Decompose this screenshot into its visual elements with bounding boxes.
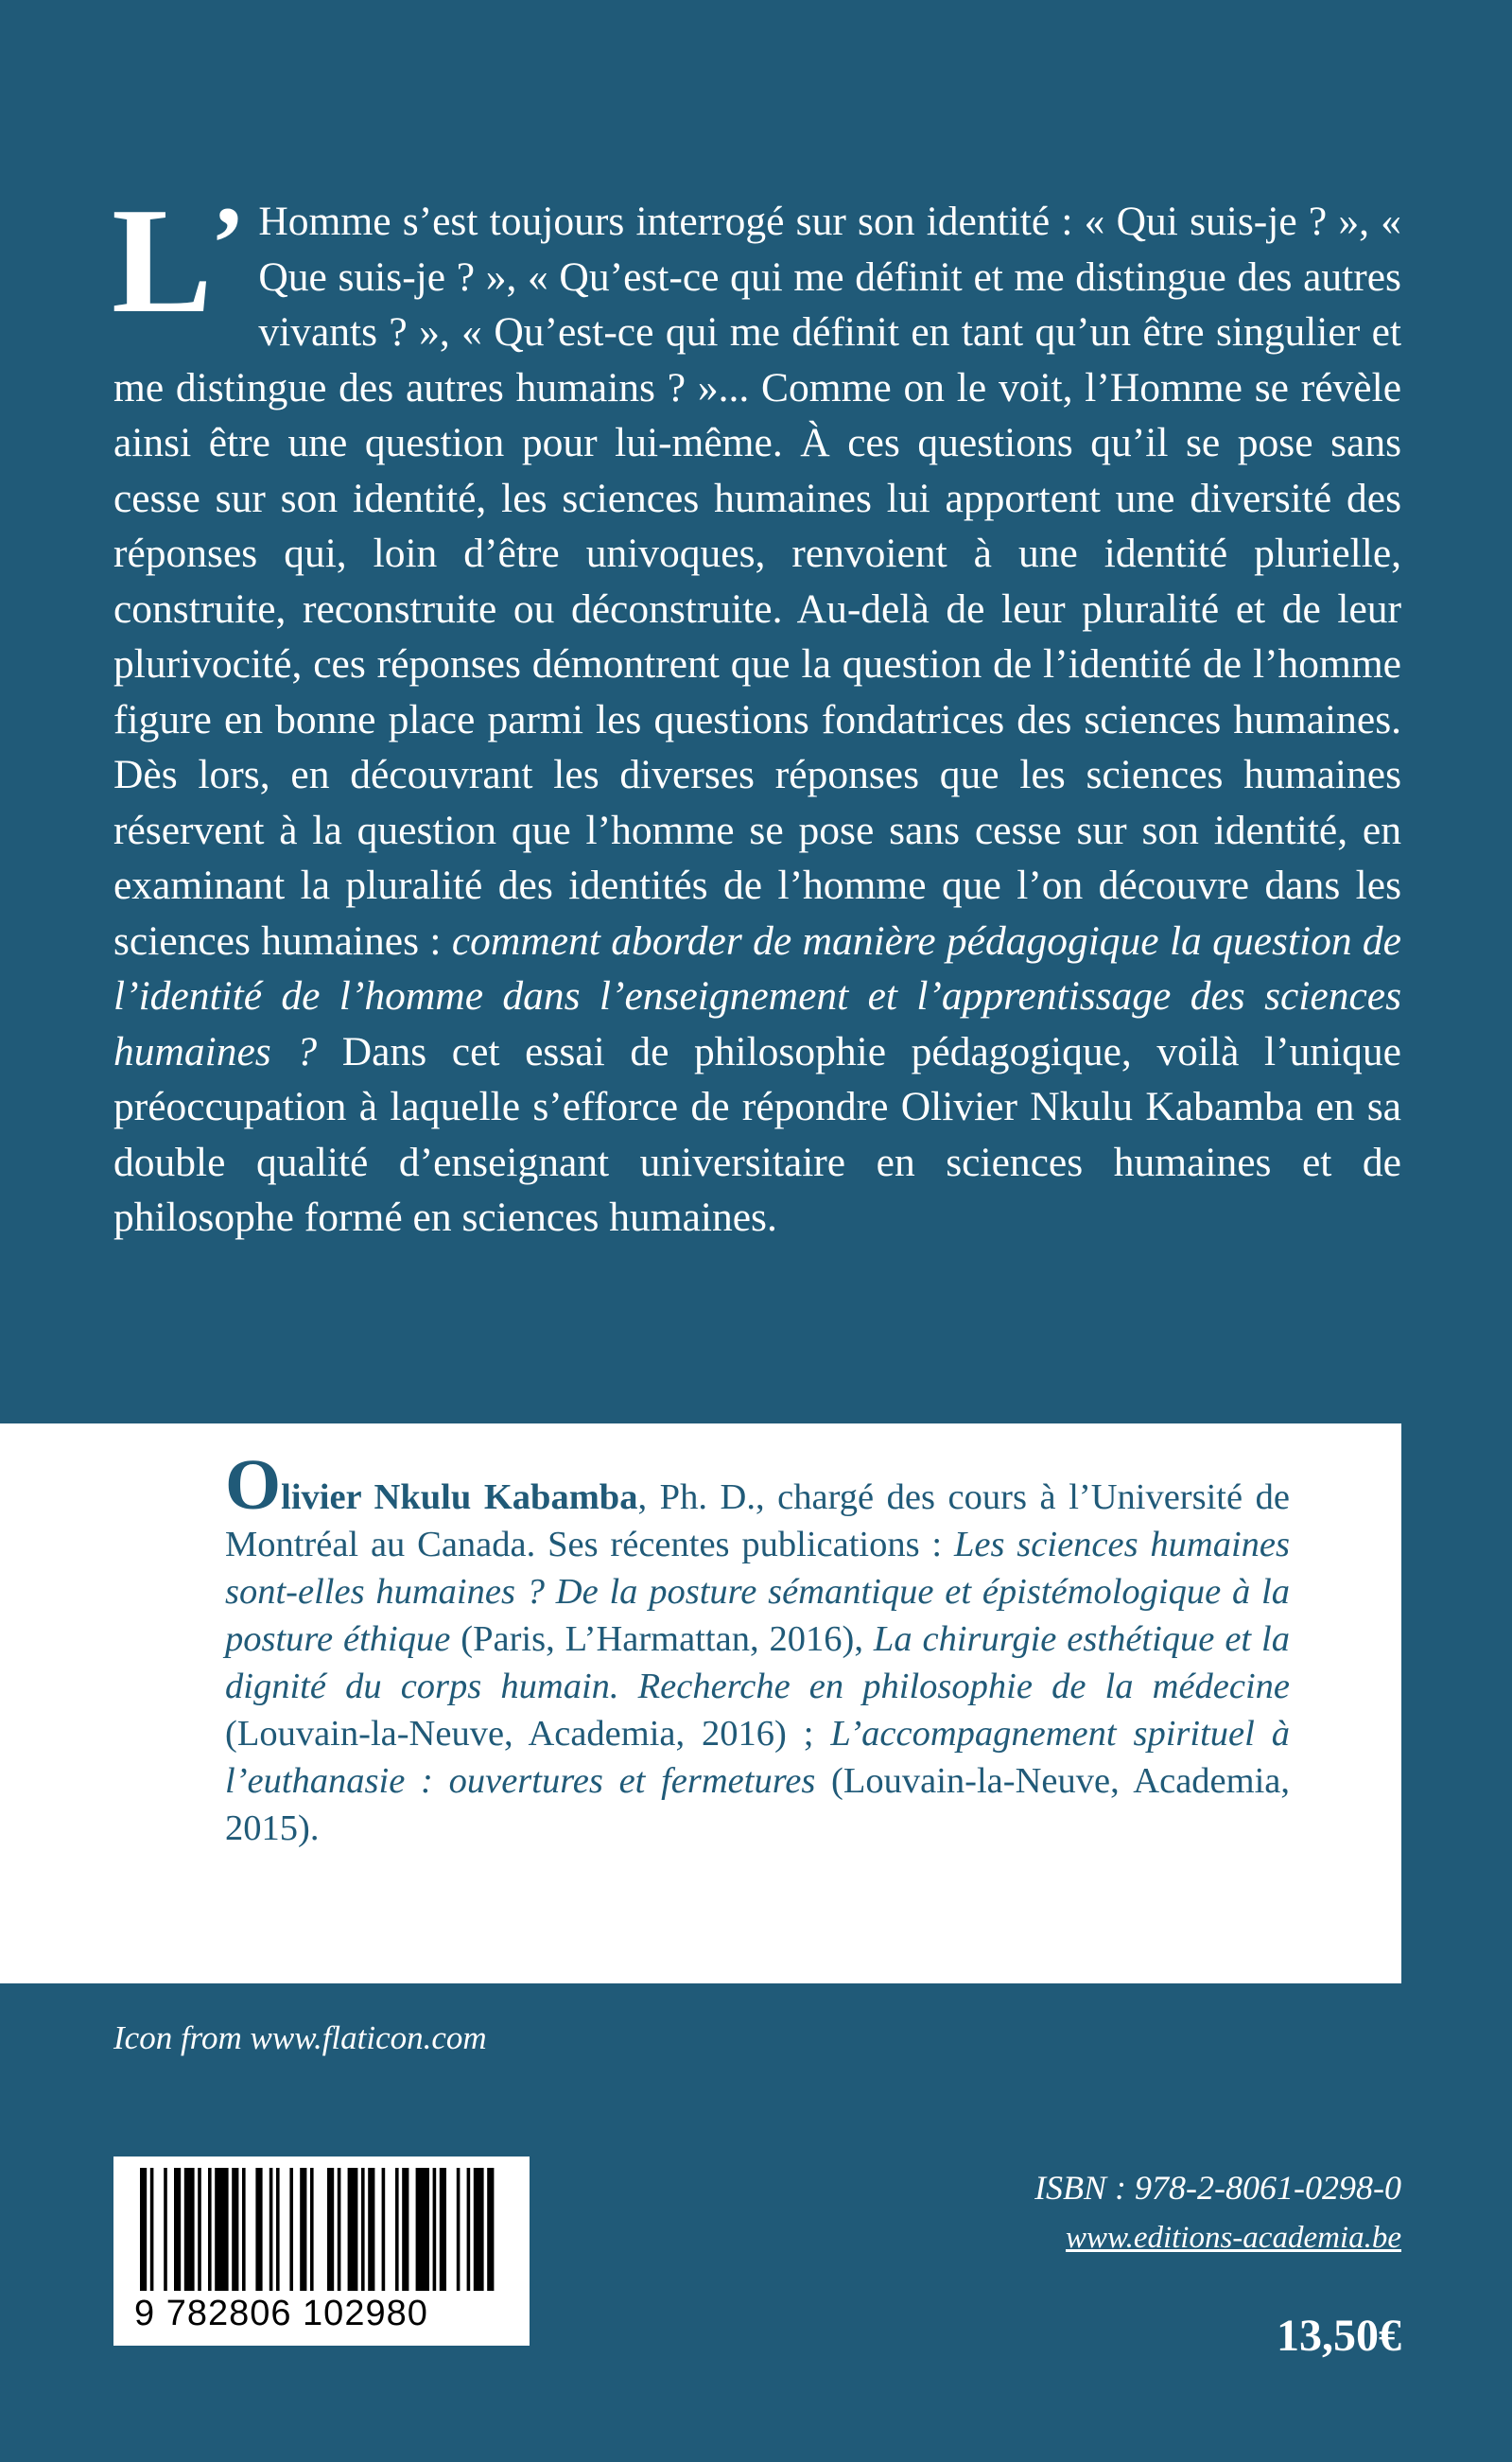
barcode-bar xyxy=(327,2168,334,2291)
barcode-bar xyxy=(368,2168,374,2291)
barcode-bar xyxy=(164,2168,167,2291)
barcode-bar xyxy=(208,2168,212,2291)
publication-title-3: L’accompagnement spirituel à l’euthanasie : ouvertures et fermetures xyxy=(225,1714,1290,1801)
back-cover-blurb xyxy=(112,176,1401,1246)
barcode-bar xyxy=(348,2168,358,2291)
barcode-bar xyxy=(300,2168,306,2291)
publication-info-2: (Louvain-la-Neuve, Academia, 2016) ; xyxy=(225,1714,831,1754)
barcode-bar xyxy=(150,2168,154,2291)
barcode-bar xyxy=(395,2168,399,2291)
barcode-bar xyxy=(338,2168,341,2291)
blurb-question-italic: comment aborder de manière pédagogique la question de l’identité de l’homme dans l’enseignement et l’apprentissage des sciences humaines ? xyxy=(113,917,1401,1074)
publication-title-2: La chirurgie esthétique et la dignité du corps humain. Recherche en philosophie de la médecine xyxy=(225,1619,1290,1706)
barcode-bar xyxy=(440,2168,446,2291)
publication-title-1: Les sciences humaines sont-elles humaines ? De la posture sémantique et épistémologique à la posture éthique xyxy=(225,1525,1290,1659)
barcode-bar xyxy=(382,2168,386,2291)
barcode-bar xyxy=(361,2168,365,2291)
barcode-bar xyxy=(416,2168,429,2291)
barcode-bar xyxy=(402,2168,408,2291)
barcode-bar xyxy=(184,2168,195,2291)
price: 13,50€ xyxy=(1277,2311,1401,2361)
barcode-bar xyxy=(269,2168,273,2291)
barcode xyxy=(113,2156,530,2346)
barcode-digits: 9 782806 102980 xyxy=(134,2294,428,2333)
barcode-bar xyxy=(467,2168,471,2291)
barcode-bar xyxy=(276,2168,280,2291)
barcode-bar xyxy=(232,2168,238,2291)
author-name: livier Nkulu Kabamba xyxy=(281,1477,638,1517)
barcode-bar xyxy=(487,2168,494,2291)
barcode-bar xyxy=(198,2168,201,2291)
publication-info-3: (Louvain-la-Neuve, Academia, 2015). xyxy=(225,1761,1290,1848)
author-bio-text xyxy=(225,1445,1290,1852)
icon-credit: Icon from www.flaticon.com xyxy=(113,2019,487,2056)
blurb-text-part1: Homme s’est toujours interrogé sur son identité : « Qui suis-je ? », « Que suis-je ? », « Qu’est-ce qui me définit et me distingue des autres vivants ? », « Qu’est-ce qui me définit en tant qu’un être singulier et me distingue des autres humains ? »... Comme on le voit, l’Homme se révèle ainsi être une question pour lui-même. À ces questions qu’il se pose sans cesse sur son identité, les sciences humaines lui apportent une diversité des réponses qui, loin d’être univoques, renvoient à une identité plurielle, construite, reconstruite ou déconstruite. Au-delà de leur pluralité et de leur plurivocité, ces réponses démontrent que la question de l’identité de l’homme figure en bonne place parmi les questions fondatrices des sciences humaines. Dès lors, en découvrant les diverses réponses que les sciences humaines réservent à la question que l’homme se pose sans cesse sur son identité, en examinant la pluralité des identités de l’homme que l’on découvre dans les sciences humaines : xyxy=(113,199,1401,964)
barcode-bar xyxy=(457,2168,461,2291)
publication-info-1: (Paris, L’Harmattan, 2016), xyxy=(450,1619,874,1659)
barcode-bar xyxy=(474,2168,484,2291)
publisher-website-link[interactable]: www.editions-academia.be xyxy=(1065,2221,1401,2255)
barcode-bar xyxy=(174,2168,181,2291)
barcode-bar xyxy=(215,2168,228,2291)
bio-intro: , Ph. D., chargé des cours à l’Université de Montréal au Canada. Ses récentes publications : xyxy=(225,1477,1290,1564)
barcode-bar xyxy=(140,2168,147,2291)
bio-drop-cap: O xyxy=(225,1445,282,1525)
isbn: ISBN : 978-2-8061-0298-0 xyxy=(1034,2169,1401,2207)
barcode-bar xyxy=(289,2168,293,2291)
blurb-text-part2: Dans cet essai de philosophie pédagogique, voilà l’unique préoccupation à laquelle s’efforce de répondre Olivier Nkulu Kabamba en sa double qualité d’enseignant universitaire en sciences humaines et de philosophe formé en sciences humaines. xyxy=(113,1028,1401,1240)
barcode-bar xyxy=(433,2168,437,2291)
barcode-bar xyxy=(242,2168,246,2291)
barcode-bar xyxy=(255,2168,262,2291)
author-bio-box xyxy=(0,1423,1401,1983)
drop-cap: L’ xyxy=(112,176,244,344)
barcode-bar xyxy=(310,2168,314,2291)
barcode-bars xyxy=(140,2168,503,2291)
